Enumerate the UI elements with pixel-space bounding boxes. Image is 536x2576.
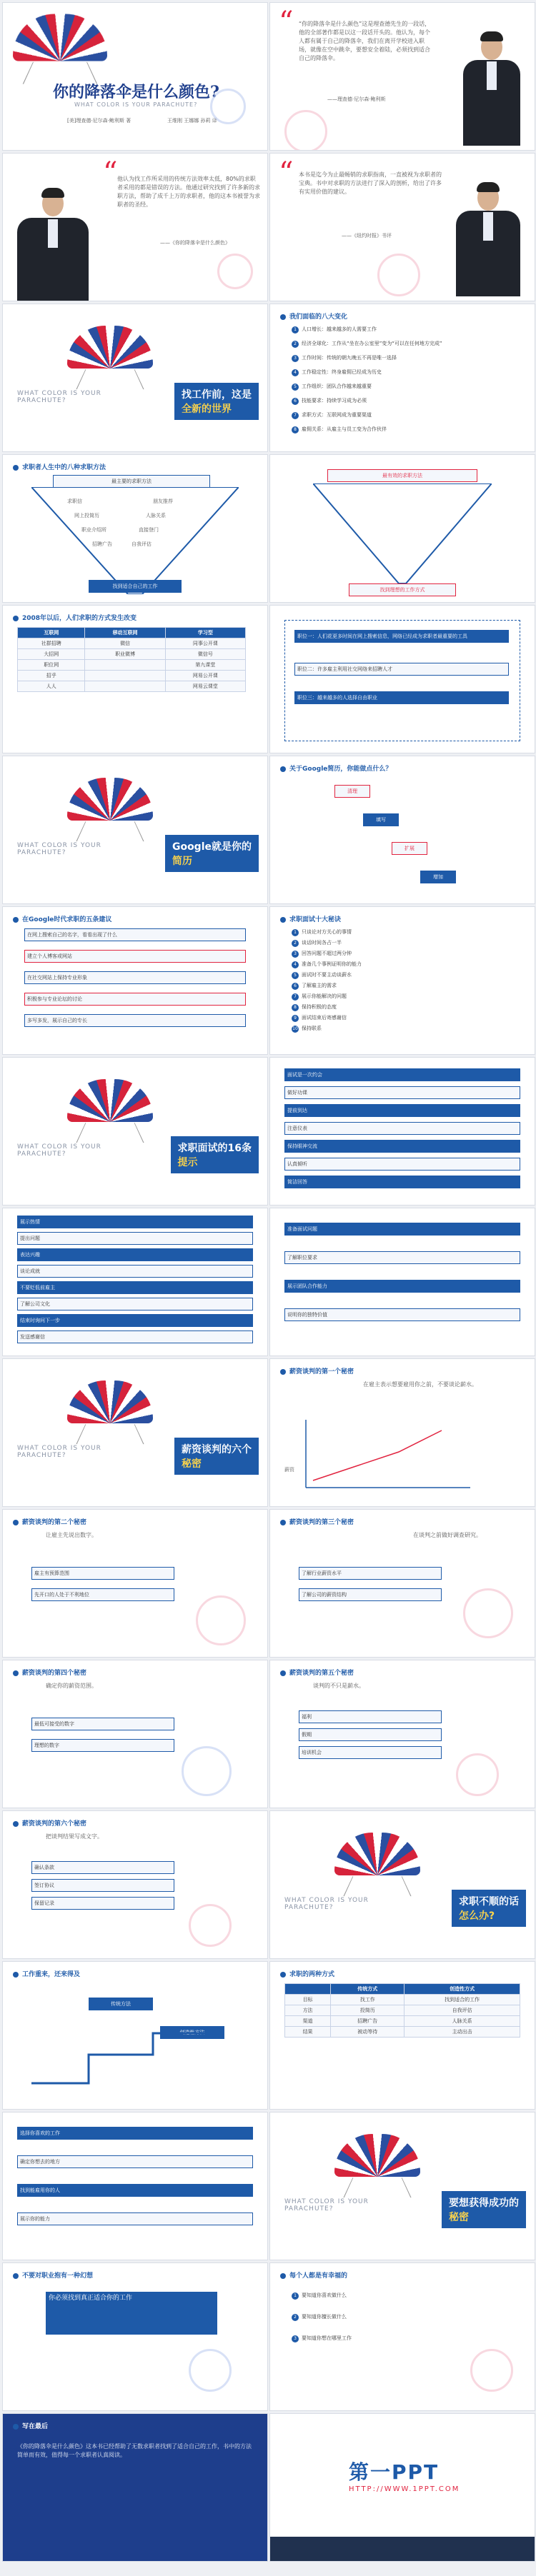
slide-header: 工作重来，还来得及 — [13, 1969, 80, 1979]
interview-item: 认真倾听 — [284, 1158, 520, 1171]
list-item: 6 了解雇主的需求 — [292, 982, 337, 991]
table-row: 结果 被动等待 主动出击 — [285, 2027, 520, 2038]
slide-quote-1[interactable] — [269, 2, 535, 151]
funnel-top: 最有效的求职方法 — [327, 469, 477, 482]
salary-text: 在雇主表示想要雇用你之前，不要谈论薪水。 — [363, 1381, 477, 1388]
table-header: 移动互联网 — [85, 628, 165, 638]
slide-salary-4[interactable] — [2, 1660, 268, 1808]
table-row: 大招网 职业微博 微信号 — [18, 649, 246, 660]
quote-icon: “ — [103, 156, 118, 189]
quote-caption: ——《纽约时报》书评 — [342, 233, 392, 239]
list-item: 10 保持联系 — [292, 1026, 322, 1031]
parachute-graphic — [13, 14, 107, 85]
funnel-left-item: 求职信 — [67, 498, 82, 504]
quote-icon: “ — [279, 156, 294, 189]
slide-salary-1[interactable] — [269, 1358, 535, 1507]
brand-logo: 第一PPT — [349, 2460, 440, 2484]
tip-item: 多写多发，展示自己的专长 — [24, 1014, 246, 1027]
slide-final-1[interactable] — [2, 2262, 268, 2411]
list-item: 3 要知道你想在哪里工作 — [292, 2335, 352, 2343]
slide-tips-2[interactable] — [269, 906, 535, 1055]
slide-header: 薪资谈判的第六个秘密 — [13, 1818, 86, 1828]
slide-methods-list[interactable] — [2, 2112, 268, 2260]
slide-section-4[interactable] — [2, 1358, 268, 1507]
funnel-title: 最主要的求职方法 — [53, 475, 210, 488]
interview-item: 不要贬低前雇主 — [17, 1281, 253, 1294]
slide-interview-1[interactable] — [269, 1057, 535, 1206]
slide-notes[interactable] — [269, 605, 535, 753]
table-header: 互联网 — [18, 628, 85, 638]
slide-cover[interactable] — [2, 2, 268, 151]
slide-section-3[interactable] — [2, 1057, 268, 1206]
method-item: 确定你想去的地方 — [17, 2155, 253, 2168]
section-title-a: 找工作前，这是 — [182, 389, 252, 401]
list-item: 2 要知道你擅长做什么 — [292, 2313, 347, 2322]
slide-google[interactable] — [269, 756, 535, 904]
list-item: 6 技能要求：持续学习成为必须 — [292, 397, 367, 406]
section-title: 要想获得成功的 秘密 — [442, 2191, 526, 2228]
slide-header: 薪资谈判的第三个秘密 — [280, 1517, 354, 1527]
slide-summary[interactable] — [2, 2413, 268, 2562]
quote-icon: “ — [279, 6, 294, 39]
interview-item: 展示热情 — [17, 1216, 253, 1228]
slide-work-methods[interactable] — [2, 1961, 268, 2110]
parachute-caption: WHAT COLOR IS YOUR PARACHUTE? — [17, 1445, 101, 1459]
salary-item: 了解行业薪资水平 — [299, 1567, 442, 1580]
deco-circle — [189, 2349, 232, 2392]
parachute-graphic — [67, 1380, 153, 1445]
deco-circle — [196, 1595, 246, 1645]
list-item: 3 工作时间：传统的朝九晚五不再是唯一选择 — [292, 354, 397, 363]
salary-text: 确定你的薪资范围。 — [46, 1683, 97, 1689]
slide-header: 写在最后 — [13, 2421, 48, 2431]
slide-header: 薪资谈判的第一个秘密 — [280, 1366, 354, 1376]
list-item: 7 展示你能解决的问题 — [292, 993, 347, 1001]
list-item: 7 求职方式：互联网成为重要渠道 — [292, 411, 372, 420]
slide-logo[interactable] — [269, 2413, 535, 2562]
parachute-graphic — [67, 778, 153, 842]
slide-salary-6[interactable] — [2, 1810, 268, 1959]
funnel-right-item: 人脉关系 — [146, 513, 166, 518]
list-item: 3 回答问题不超过两分钟 — [292, 950, 352, 958]
slide-funnel[interactable] — [2, 454, 268, 603]
cover-subtitle: WHAT COLOR IS YOUR PARACHUTE? — [74, 101, 198, 108]
slide-salary-2[interactable] — [2, 1509, 268, 1658]
method-tag: 创造性方法 — [160, 2026, 224, 2039]
interview-item: 了解公司文化 — [17, 1298, 253, 1310]
list-item: 5 工作组织：团队合作越来越重要 — [292, 383, 372, 391]
interview-item: 结束时询问下一步 — [17, 1314, 253, 1327]
salary-item: 最低可接受的数字 — [31, 1718, 174, 1730]
salary-text: 把谈判结果写成文字。 — [46, 1833, 103, 1840]
method-table — [17, 627, 246, 692]
slide-salary-3[interactable] — [269, 1509, 535, 1658]
deco-circle — [470, 2349, 513, 2392]
interview-item: 注意仪表 — [284, 1122, 520, 1135]
quote-caption: ——《你的降落伞是什么颜色》 — [160, 240, 230, 246]
list-item: 2 经济全球化：工作从“坐在办公室里”变为“可以在任何地方完成” — [292, 340, 442, 349]
slide-interview-3[interactable] — [269, 1208, 535, 1356]
deco-circle — [189, 1904, 232, 1947]
slide-final-2[interactable] — [269, 2262, 535, 2411]
funnel-bottom: 找到适合自己的工作 — [89, 580, 182, 593]
interview-item: 谈论成就 — [17, 1265, 253, 1278]
slide-tips-1[interactable] — [2, 906, 268, 1055]
step-label: 增加 — [420, 871, 456, 883]
list-item: 1 人口增长：越来越多的人需要工作 — [292, 326, 377, 334]
funnel-bottom: 找到理想的工作方式 — [349, 583, 456, 596]
deco-circle — [210, 89, 246, 124]
step-label: 清理 — [334, 785, 370, 798]
slide-header: 2008年以后，人们求职的方式发生改变 — [13, 613, 137, 623]
table-row: 人人 网易云课堂 — [18, 681, 246, 692]
deco-circle — [182, 1746, 232, 1796]
slide-section-2[interactable] — [2, 756, 268, 904]
table-row: 方法 投简历 自我评估 — [285, 2005, 520, 2016]
list-item: 8 雇佣关系：从雇主与员工变为合作伙伴 — [292, 426, 387, 434]
funnel-left-item: 招聘广告 — [92, 541, 112, 547]
brand-url[interactable]: HTTP://WWW.1PPT.COM — [349, 2485, 460, 2493]
tip-item: 在社交网站上保持专业形象 — [24, 971, 246, 984]
slide-quote-3[interactable] — [269, 153, 535, 301]
method-item: 找到能雇用你的人 — [17, 2184, 253, 2197]
salary-item: 了解公司的薪资结构 — [299, 1588, 442, 1601]
slide-header: 薪资谈判的第五个秘密 — [280, 1668, 354, 1678]
parachute-graphic — [67, 326, 153, 390]
compare-table: 传统方式 创造性方式 目标 找工作 找到适合的工作 方法 投简历 自我评估 渠道 招聘广告 人脉关系 结果 被动等待 主动出击 — [284, 1983, 520, 2038]
slide-section-1[interactable] — [2, 304, 268, 452]
quote-text: 本书是迄今为止最畅销的求职指南，一直被视为求职者的宝典。书中对求职的方法进行了深入的剖析，给出了许多有实用价值的建议。 — [299, 171, 442, 195]
salary-text: 谈判的不只是薪水。 — [313, 1683, 364, 1689]
interview-item: 简洁回答 — [284, 1176, 520, 1188]
table-row: 招乎 网易公开课 — [18, 671, 246, 681]
table-row: 目标 找工作 找到适合的工作 — [285, 1995, 520, 2005]
list-item: 2 谈话时间各占一半 — [292, 939, 342, 948]
funnel-left-item: 职业介绍所 — [81, 527, 106, 533]
list-item: 4 准备几个事例证明你的能力 — [292, 961, 362, 969]
interview-item: 表达兴趣 — [17, 1248, 253, 1261]
quote-text: 他认为找工作所采用的传统方法效率太低，80%的求职者采用的都是错误的方法。他通过研究找到了许多新的求职方法，帮助了成千上万的求职者，他的这本书被誉为求职者的圣经。 — [117, 176, 260, 208]
note-item: 职位三：越来越多的人选择自由职业 — [294, 691, 509, 704]
interview-item: 提出问题 — [17, 1232, 253, 1245]
salary-item: 确认条款 — [31, 1861, 174, 1874]
salary-text: 在谈判之前做好调查研究。 — [413, 1532, 482, 1538]
note-item: 职位一：人们花更多时间在网上搜索信息，网络已经成为求职者最重要的工具 — [294, 630, 509, 643]
interview-item: 了解职位要求 — [284, 1251, 520, 1264]
list-item: 1 要知道你喜欢做什么 — [292, 2292, 347, 2300]
method-item: 展示你的能力 — [17, 2212, 253, 2225]
slide-header: 在Google时代求职的五条建议 — [13, 914, 111, 924]
slide-header: 关于Google简历，你能做点什么？ — [280, 763, 392, 773]
list-item: 1 只谈论对方关心的事情 — [292, 928, 352, 937]
interview-item: 说明你的独特价值 — [284, 1308, 520, 1321]
slide-interview-2[interactable] — [2, 1208, 268, 1356]
interview-item: 展示团队合作能力 — [284, 1280, 520, 1293]
salary-diagram — [299, 1416, 477, 1495]
slide-changes[interactable] — [269, 304, 535, 452]
quote-caption: ——理查德·尼尔森·鲍利斯 — [327, 96, 386, 102]
salary-item: 假期 — [299, 1728, 442, 1741]
cover-author: [美]理查德·尼尔森·鲍利斯 著 — [67, 118, 131, 124]
funnel-shape — [313, 483, 492, 583]
salary-item: 先开口的人处于不利地位 — [31, 1588, 174, 1601]
parachute-graphic — [67, 1079, 153, 1143]
interview-item: 提前到达 — [284, 1104, 520, 1117]
slide-quote-2[interactable] — [2, 153, 268, 301]
steps-diagram — [31, 2005, 246, 2090]
deco-circle — [377, 254, 420, 296]
section-title: 求职面试的16条 提示 — [171, 1136, 259, 1173]
table-row: 职位网 第九课堂 — [18, 660, 246, 671]
slide-section-6[interactable] — [269, 2112, 535, 2260]
parachute-graphic — [334, 2134, 420, 2198]
interview-item: 保持眼神交流 — [284, 1140, 520, 1153]
salary-text: 让雇主先说出数字。 — [46, 1532, 97, 1538]
slide-header: 薪资谈判的第四个秘密 — [13, 1668, 86, 1678]
table-row: 渠道 招聘广告 人脉关系 — [285, 2016, 520, 2027]
interview-item: 做好功课 — [284, 1086, 520, 1099]
step-label: 填写 — [363, 813, 399, 826]
summary-text: 《你的降落伞是什么颜色》这本书已经帮助了无数求职者找到了适合自己的工作，书中的方法简单而有效，值得每一个求职者认真阅读。 — [17, 2443, 252, 2458]
slide-header: 求职面试十大秘诀 — [280, 914, 341, 924]
slide-table-2[interactable] — [269, 1961, 535, 2110]
parachute-caption: WHAT COLOR IS YOUR PARACHUTE? — [284, 2198, 369, 2212]
note-item: 职位二：许多雇主利用社交网络来招聘人才 — [294, 663, 509, 676]
table-header: 学习型 — [165, 628, 245, 638]
section-title: Google就是你的 简历 — [165, 835, 259, 872]
deco-circle — [463, 1588, 513, 1638]
salary-item: 保留记录 — [31, 1897, 174, 1910]
salary-label: 薪资 — [284, 1467, 294, 1473]
section-title-b: 全新的世界 — [182, 404, 232, 415]
tip-item: 积极参与专业论坛的讨论 — [24, 993, 246, 1006]
interview-item: 发送感谢信 — [17, 1330, 253, 1343]
final-box: 你必须找到真正适合你的工作 — [46, 2292, 217, 2335]
salary-item: 理想的数字 — [31, 1739, 174, 1752]
funnel-right-item: 直接登门 — [139, 527, 159, 533]
section-title: 薪资谈判的六个 秘密 — [174, 1438, 259, 1475]
quote-text: “你的降落伞是什么颜色”这是理查德先生的一段话，他的全部著作都是以这一段话开头的。他认为，每个人都有属于自己的降落伞，我们在离开学校进入职场，就像在空中跳伞，要想安全着陆，必须找到适合自己的降落伞。 — [299, 21, 431, 61]
cover-translator: 王维刚 王娜娜 孙莉 译 — [167, 118, 217, 124]
list-item: 4 工作稳定性：终身雇佣已经成为历史 — [292, 369, 382, 377]
parachute-graphic — [334, 1833, 420, 1897]
tip-item: 在网上搜索自己的名字，看看出现了什么 — [24, 928, 246, 941]
deco-circle — [284, 110, 327, 151]
slide-section-5[interactable] — [269, 1810, 535, 1959]
footer-strip — [270, 2537, 535, 2561]
method-item: 选择你喜欢的工作 — [17, 2127, 253, 2140]
deco-circle — [217, 254, 253, 289]
interview-item: 准备面试问题 — [284, 1223, 520, 1236]
list-item: 8 保持积极的态度 — [292, 1003, 337, 1012]
slide-header: 求职的两种方式 — [280, 1969, 334, 1979]
section-title: 求职不顺的话 怎么办? — [452, 1890, 526, 1927]
table-row: 社群招聘 微信 同事公开课 — [18, 638, 246, 649]
funnel-left-item: 网上投简历 — [74, 513, 99, 518]
interview-item: 面试是一次约会 — [284, 1068, 520, 1081]
salary-item: 签订协议 — [31, 1879, 174, 1892]
parachute-caption: WHAT COLOR IS YOUR PARACHUTE? — [17, 390, 101, 404]
salary-item: 福利 — [299, 1710, 442, 1723]
salary-item: 培训机会 — [299, 1746, 442, 1759]
parachute-caption: WHAT COLOR IS YOUR PARACHUTE? — [284, 1897, 369, 1911]
slide-header: 求职者人生中的八种求职方法 — [13, 462, 106, 472]
section-title — [174, 383, 259, 420]
slide-header: 不要对职业抱有一种幻想 — [13, 2270, 93, 2280]
step-label: 扩展 — [392, 842, 427, 855]
slide-header: 薪资谈判的第二个秘密 — [13, 1517, 86, 1527]
list-item: 9 面试结束后寄感谢信 — [292, 1014, 347, 1023]
deco-circle — [456, 1753, 499, 1796]
slide-funnel-2[interactable] — [269, 454, 535, 603]
funnel-right-item: 朋友推荐 — [153, 498, 173, 504]
slide-header: 我们面临的八大变化 — [280, 311, 347, 321]
parachute-caption: WHAT COLOR IS YOUR PARACHUTE? — [17, 1143, 101, 1158]
method-tag: 传统方法 — [89, 1998, 153, 2010]
slide-salary-5[interactable] — [269, 1660, 535, 1808]
cover-title: 你的降落伞是什么颜色? — [53, 83, 219, 101]
list-item: 5 面试时不要主动谈薪水 — [292, 971, 352, 980]
slide-header: 每个人都是有幸福的 — [280, 2270, 347, 2280]
tip-item: 建立个人博客或网站 — [24, 950, 246, 963]
slide-table-1[interactable] — [2, 605, 268, 753]
funnel-right-item: 自我评估 — [131, 541, 152, 547]
parachute-caption: WHAT COLOR IS YOUR PARACHUTE? — [17, 842, 101, 856]
salary-item: 雇主有预算范围 — [31, 1567, 174, 1580]
